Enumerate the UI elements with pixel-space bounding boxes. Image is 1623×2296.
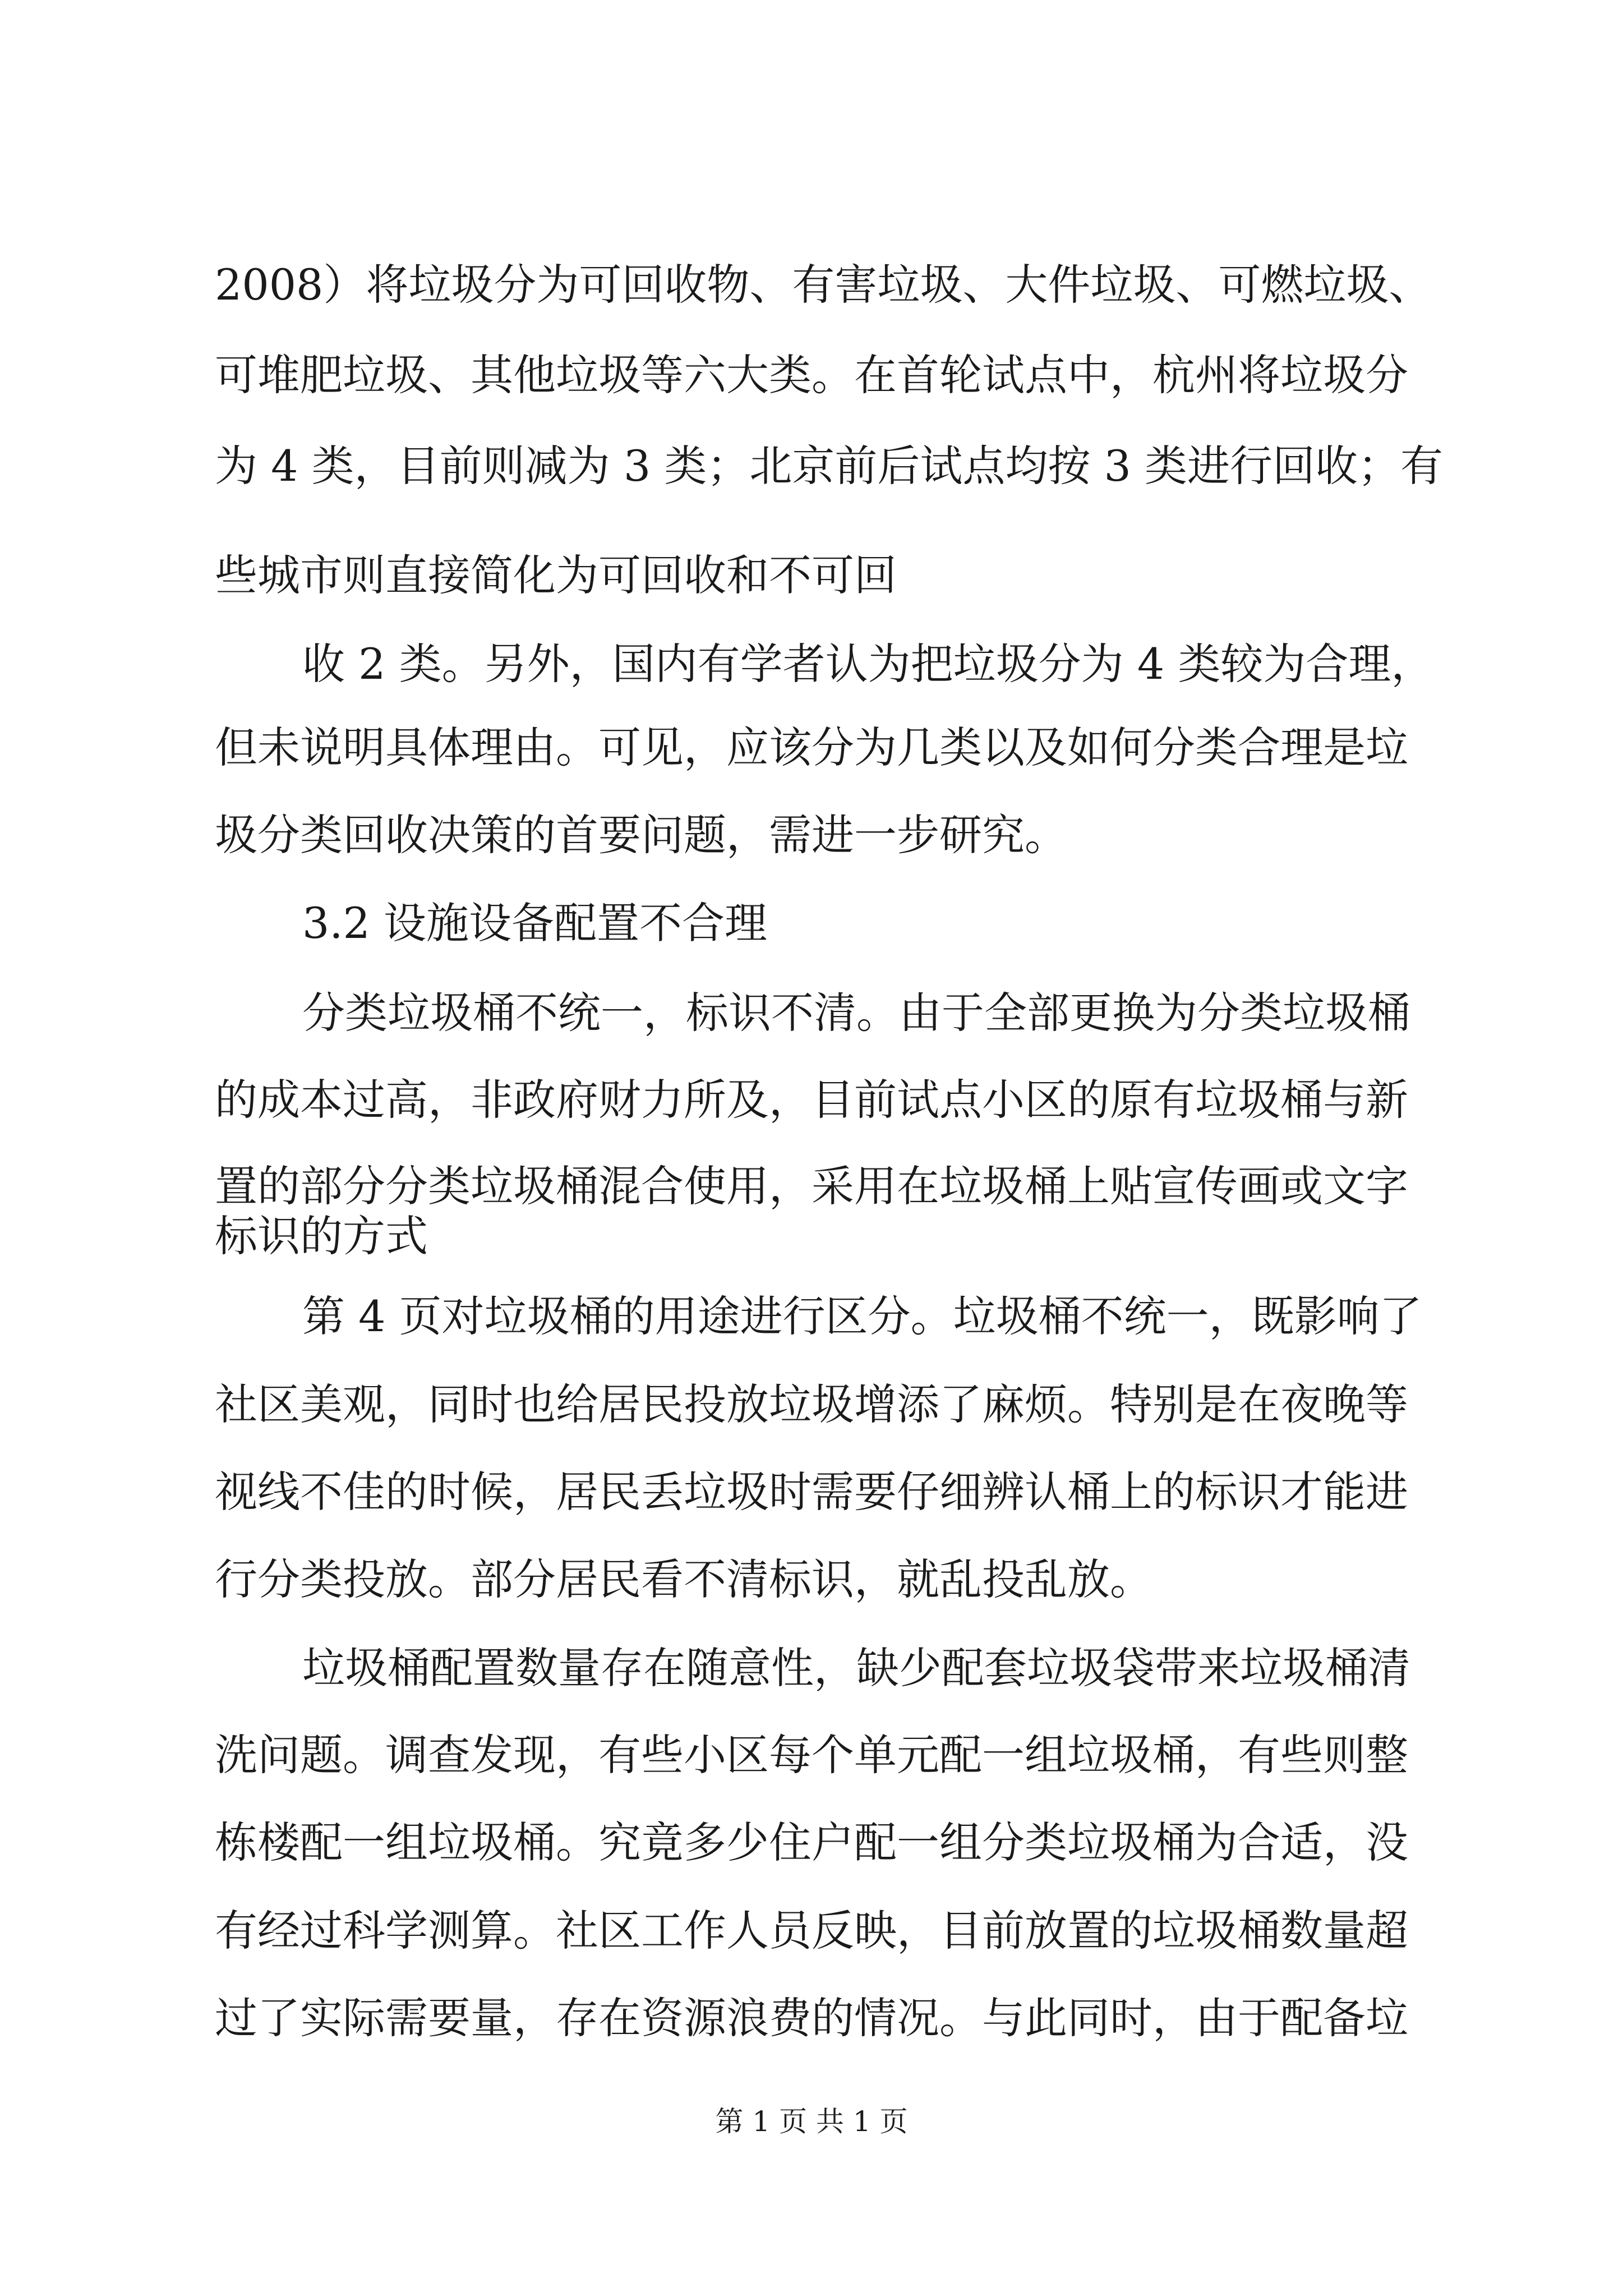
section-heading: 3.2 设施设备配置不合理	[302, 898, 768, 948]
text-line-12: 标识的方式	[215, 1211, 428, 1261]
text-line-9: 分类垃圾桶不统一，标识不清。由于全部更换为分类垃圾桶	[302, 988, 1410, 1038]
text-line-18: 洗问题。调查发现，有些小区每个单元配一组垃圾桶，有些则整	[215, 1730, 1408, 1780]
text-line-17: 垃圾桶配置数量存在随意性，缺少配套垃圾袋带来垃圾桶清	[302, 1643, 1410, 1693]
text-line-1: 2008）将垃圾分为可回收物、有害垃圾、大件垃圾、可燃垃圾、	[215, 260, 1432, 310]
text-line-2: 可堆肥垃圾、其他垃圾等六大类。在首轮试点中，杭州将垃圾分	[215, 350, 1408, 400]
text-line-3: 为 4 类，目前则减为 3 类；北京前后试点均按 3 类进行回收；有	[215, 441, 1444, 491]
text-line-4: 些城市则直接简化为可回收和不可回	[215, 550, 897, 600]
text-line-5: 收 2 类。另外，国内有学者认为把垃圾分为 4 类较为合理，	[302, 639, 1434, 689]
text-line-7: 圾分类回收决策的首要问题，需进一步研究。	[215, 810, 1067, 860]
text-line-10: 的成本过高，非政府财力所及，目前试点小区的原有垃圾桶与新	[215, 1075, 1408, 1125]
text-line-21: 过了实际需要量，存在资源浪费的情况。与此同时，由于配备垃	[215, 1993, 1408, 2043]
page-footer: 第 1 页 共 1 页	[715, 2105, 908, 2138]
text-line-16: 行分类投放。部分居民看不清标识，就乱投乱放。	[215, 1554, 1152, 1604]
text-line-20: 有经过科学测算。社区工作人员反映，目前放置的垃圾桶数量超	[215, 1906, 1408, 1955]
text-line-6: 但未说明具体理由。可见，应该分为几类以及如何分类合理是垃	[215, 723, 1408, 772]
text-line-13: 第 4 页对垃圾桶的用途进行区分。垃圾桶不统一，既影响了	[302, 1291, 1422, 1341]
text-line-15: 视线不佳的时候，居民丢垃圾时需要仔细辨认桶上的标识才能进	[215, 1467, 1408, 1517]
text-line-14: 社区美观，同时也给居民投放垃圾增添了麻烦。特别是在夜晚等	[215, 1379, 1408, 1429]
text-line-11: 置的部分分类垃圾桶混合使用，采用在垃圾桶上贴宣传画或文字	[215, 1161, 1408, 1211]
text-line-19: 栋楼配一组垃圾桶。究竟多少住户配一组分类垃圾桶为合适，没	[215, 1818, 1408, 1867]
